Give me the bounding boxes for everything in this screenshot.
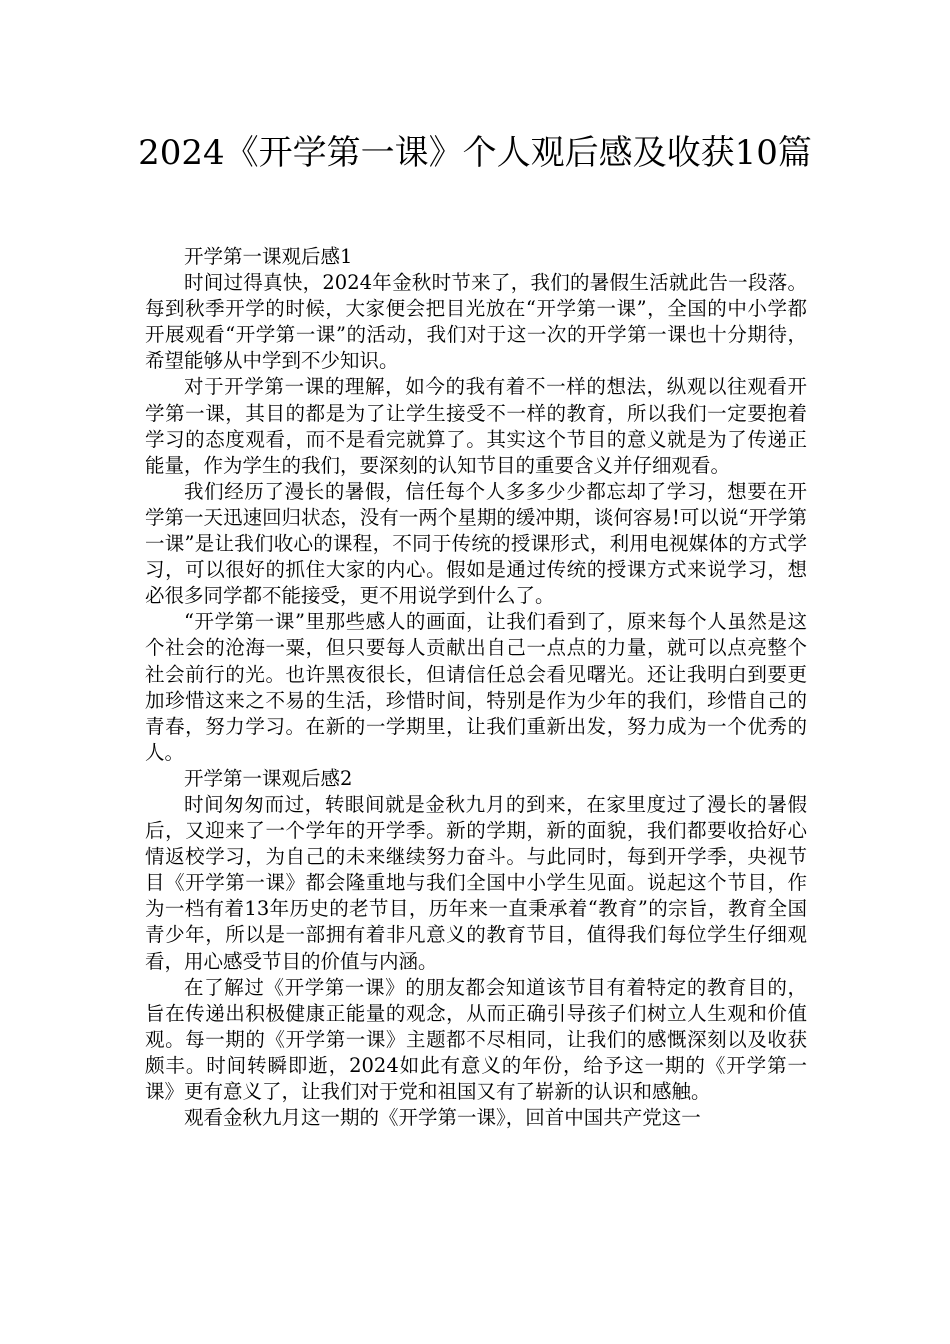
paragraph: “开学第一课”里那些感人的画面，让我们看到了，原来每个人虽然是这个社会的沧海一粟，但只要每人贡献出自己一点点的力量，就可以点亮整个社会前行的光。也许黑夜很长，但请信任总会看见曙光。还让我明白到要更加珍惜这来之不易的生活，珍惜时间，特别是作为少年的我们，珍惜自己的青春，努力学习。在新的一学期里，让我们重新出发，努力成为一个优秀的人。 — [145, 610, 807, 764]
paragraph: 时间匆匆而过，转眼间就是金秋九月的到来，在家里度过了漫长的暑假后，又迎来了一个学年的开学季。新的学期，新的面貌，我们都要收拾好心情返校学习，为自己的未来继续努力奋斗。与此同时，每到开学季，央视节目《开学第一课》都会隆重地与我们全国中小学生见面。说起这个节目，作为一档有着13年历史的老节目，历年来一直秉承着“教育”的宗旨，教育全国青少年，所以是一部拥有着非凡意义的教育节目，值得我们每位学生仔细观看，用心感受节目的价值与内涵。 — [145, 792, 807, 973]
section-heading-2: 开学第一课观后感2 — [184, 766, 353, 790]
document-body — [145, 244, 807, 1131]
paragraph: 观看金秋九月这一期的《开学第一课》，回首中国共产党这一 — [184, 1106, 701, 1130]
paragraph: 我们经历了漫长的暑假，信任每个人多多少少都忘却了学习，想要在开学第一天迅速回归状态，没有一两个星期的缓冲期，谈何容易!可以说“开学第一课”是让我们收心的课程，不同于传统的授课形式，利用电视媒体的方式学习，可以很好的抓住大家的内心。假如是通过传统的授课方式来说学习，想必很多同学都不能接受，更不用说学到什么了。 — [145, 479, 807, 608]
paragraph: 对于开学第一课的理解，如今的我有着不一样的想法，纵观以往观看开学第一课，其目的都是为了让学生接受不一样的教育，所以我们一定要抱着学习的态度观看，而不是看完就算了。其实这个节目的意义就是为了传递正能量，作为学生的我们，要深刻的认知节目的重要含义并仔细观看。 — [145, 375, 807, 477]
section-heading-1: 开学第一课观后感1 — [184, 245, 353, 268]
paragraph: 在了解过《开学第一课》的朋友都会知道该节目有着特定的教育目的，旨在传递出积极健康正能量的观念，从而正确引导孩子们树立人生观和价值观。每一期的《开学第一课》主题都不尽相同，让我们的感慨深刻以及收获颇丰。时间转瞬即逝，2024如此有意义的年份，给予这一期的《开学第一课》更有意义了，让我们对于党和祖国又有了崭新的认识和感触。 — [145, 975, 807, 1103]
paragraph: 时间过得真快，2024年金秋时节来了，我们的暑假生活就此告一段落。每到秋季开学的时候，大家便会把目光放在“开学第一课”，全国的中小学都开展观看“开学第一课”的活动，我们对于这一次的开学第一课也十分期待，希望能够从中学到不少知识。 — [145, 271, 807, 373]
document-title: 2024《开学第一课》个人观后感及收获10篇 — [138, 133, 812, 173]
